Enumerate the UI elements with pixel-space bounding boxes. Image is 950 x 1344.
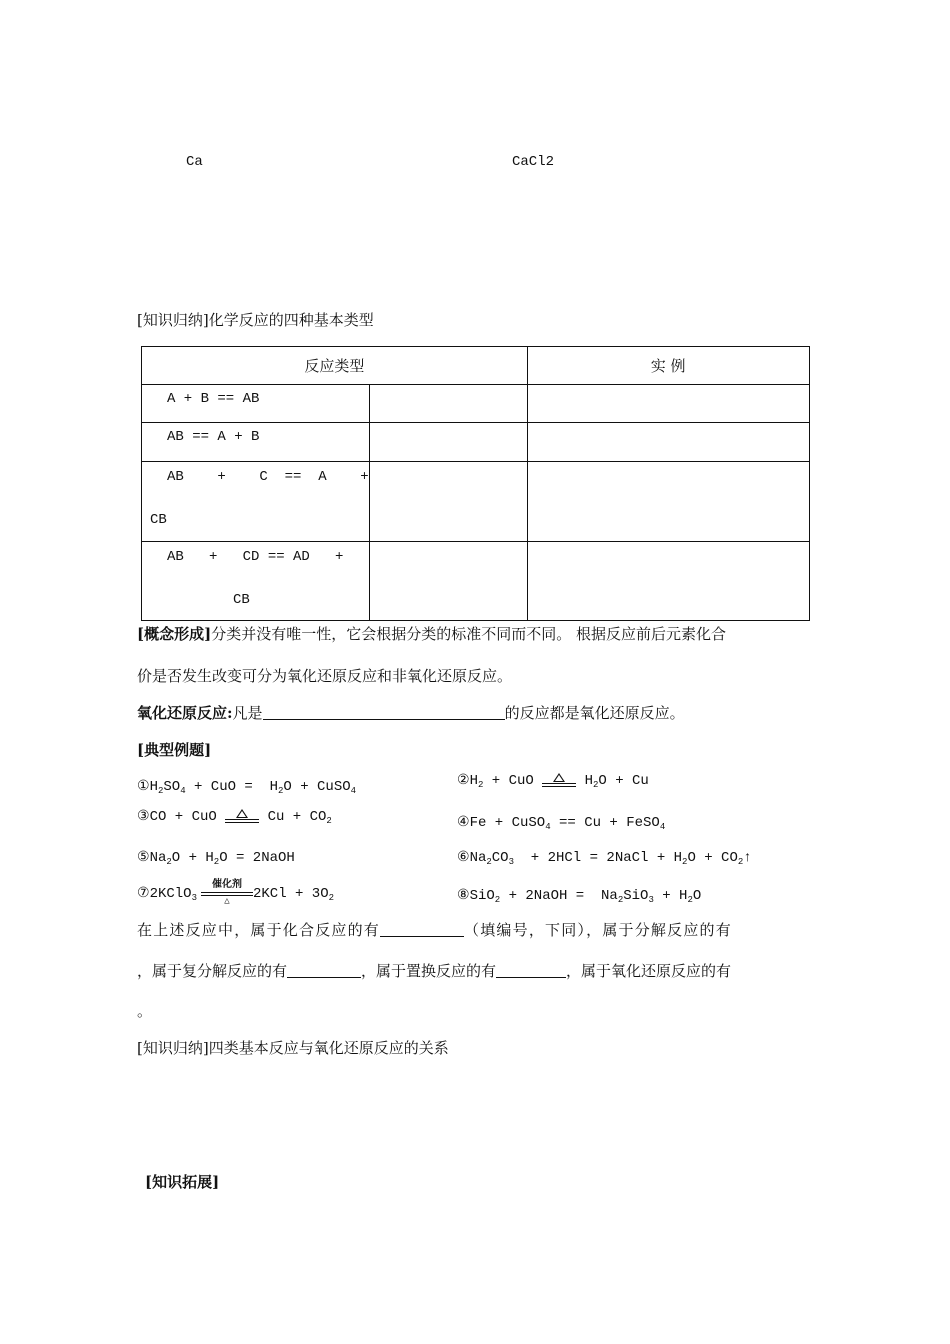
type-blank-cell[interactable] xyxy=(369,462,527,542)
concept-line-1 xyxy=(137,627,726,642)
table-row xyxy=(142,462,810,542)
equation-5: $⑤Na_2O + H_2O$ = 2NaOH xyxy=(137,850,295,867)
example-blank-cell[interactable] xyxy=(527,542,809,621)
concept-label: [概念形成] xyxy=(137,625,212,643)
examples-title: [典型例题] xyxy=(137,741,212,759)
equation-4: ④Fe + CuSO$_4$ == Cu + FeSO$_4$ xyxy=(457,815,666,832)
question-line-3: 。 xyxy=(137,1002,153,1020)
header-reaction-type: 反应类型 xyxy=(142,347,528,385)
knowledge-summary-heading: [知识归纳]化学反应的四种基本类型 xyxy=(137,311,374,329)
double-displacement-answer-blank[interactable] xyxy=(287,963,361,978)
catalyst-label: 催化剂 xyxy=(211,880,242,891)
formula-combination: A + B == AB xyxy=(167,391,260,407)
table-row xyxy=(142,542,810,621)
equation-2: $②H_2$ + CuO $H_2O + Cu$ xyxy=(457,773,649,791)
type-blank-cell[interactable] xyxy=(369,542,527,621)
type-blank-cell[interactable] xyxy=(369,423,527,462)
reaction-types-table xyxy=(141,346,810,621)
equation-6: $⑥Na_2CO_3 + 2HCl$ = 2NaCl + $H_2O$ + $CO_2↑$ xyxy=(457,850,752,867)
formula-displacement: AB + C == A + xyxy=(167,469,369,485)
heat-triangle-icon xyxy=(236,809,248,818)
heat-condition xyxy=(542,773,576,788)
example-blank-cell[interactable] xyxy=(527,385,809,423)
catalyst-condition xyxy=(201,881,253,906)
redox-definition xyxy=(137,705,685,721)
redox-label: 氧化还原反应: xyxy=(137,704,233,722)
heat-triangle-icon xyxy=(553,773,565,782)
knowledge-extension-heading: [知识拓展] xyxy=(145,1173,220,1191)
equation-3: ③CO + CuO $Cu + CO_2$ xyxy=(137,809,332,827)
equation-8: ⑧SiO$_2$ + 2NaOH = $Na_2SiO_3 + H_2O$ xyxy=(457,888,702,905)
question-line-2: ，属于复分解反应的有 ，属于置换反应的有 ，属于氧化还原反应的有 xyxy=(137,962,732,980)
example-blank-cell[interactable] xyxy=(527,423,809,462)
relationship-summary-heading: [知识归纳]四类基本反应与氧化还原反应的关系 xyxy=(137,1039,449,1057)
formula-double-displacement: AB + CD == AD + xyxy=(167,549,344,565)
heat-triangle-icon: △ xyxy=(224,896,230,906)
question-line-1: 在上述反应中，属于化合反应的有 （填编号，下同），属于分解反应的有 xyxy=(137,921,732,939)
table-row xyxy=(142,385,810,423)
redox-blank[interactable] xyxy=(263,705,505,720)
gas-up-arrow-icon: ↑ xyxy=(743,850,752,866)
displacement-answer-blank[interactable] xyxy=(496,963,566,978)
formula-double-displacement-cont: CB xyxy=(233,592,250,608)
example-blank-cell[interactable] xyxy=(527,462,809,542)
formula-decomposition: AB == A + B xyxy=(167,429,260,445)
redox-pre: 凡是 xyxy=(232,704,263,722)
heat-condition xyxy=(225,809,259,824)
concept-text-2: 价是否发生改变可分为氧化还原反应和非氧化还原反应。 xyxy=(137,667,513,685)
formula-displacement-cont: CB xyxy=(150,512,167,528)
type-blank-cell[interactable] xyxy=(369,385,527,423)
equation-7: ⑦2KClO$_3$ 催化剂 △ $2KCl + 3O_2$ xyxy=(137,880,335,906)
equation-1: $①H_2SO_4$ + CuO = $H_2O$ + CuSO$_4$ xyxy=(137,779,357,796)
label-ca: Ca xyxy=(186,154,203,170)
combination-answer-blank[interactable] xyxy=(380,922,464,937)
redox-post: 的反应都是氧化还原反应。 xyxy=(504,704,685,722)
table-header-row xyxy=(142,347,810,385)
header-example: 实 例 xyxy=(527,347,809,385)
label-cacl2: CaCl2 xyxy=(512,154,555,170)
table-row xyxy=(142,423,810,462)
concept-text-1: 分类并没有唯一性，它会根据分类的标准不同而不同。 根据反应前后元素化合 xyxy=(211,625,726,643)
